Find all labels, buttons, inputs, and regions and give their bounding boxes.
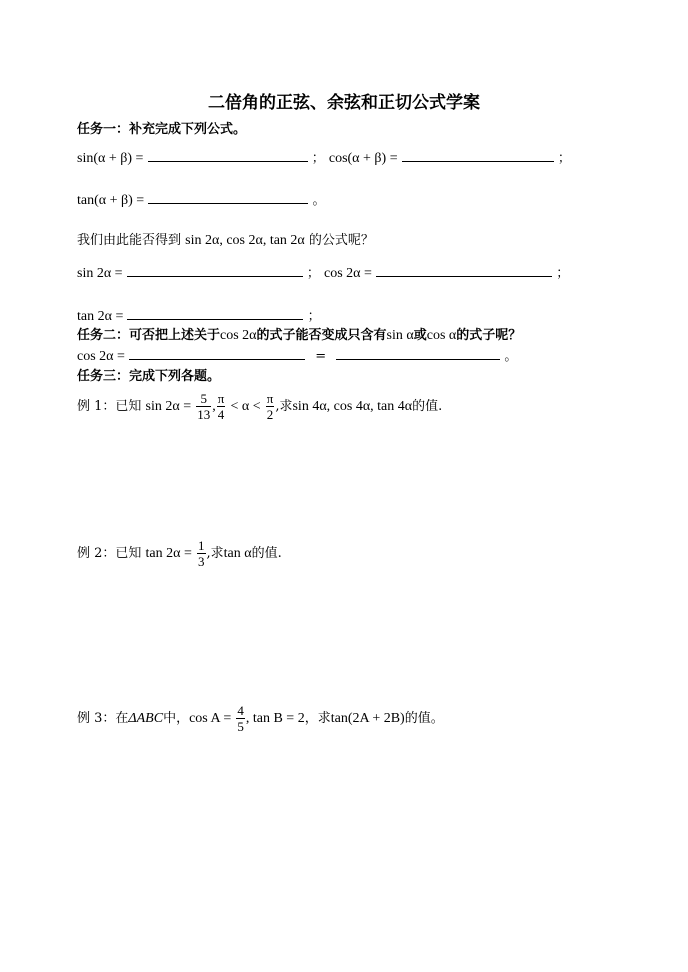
task1-line1 <box>77 150 571 167</box>
task2-text-1: 任务二：可否把上述关于 <box>77 328 221 343</box>
fraction-numerator: 4 <box>237 703 244 718</box>
separator: ； <box>306 266 320 281</box>
example-2 <box>77 538 282 570</box>
fraction-denominator: 4 <box>217 407 225 422</box>
answer-blank-cos2-sin[interactable] <box>129 348 305 360</box>
ex3-tail: 的值。 <box>404 711 444 726</box>
task2-text-2: 的式子能否变成只含有 <box>256 328 387 343</box>
answer-blank-cos-sum[interactable] <box>402 150 554 162</box>
ex1-fraction-2 <box>217 391 226 422</box>
ex1-tail: 的值. <box>412 399 443 414</box>
double-line2 <box>77 308 321 325</box>
answer-blank-tan-sum[interactable] <box>148 192 308 204</box>
question-line <box>77 233 374 249</box>
fraction-numerator: π <box>266 391 274 406</box>
ex1-expr: sin 2α = <box>145 399 192 414</box>
task2-expr-sin: sin α <box>386 328 414 343</box>
ex3-mid: 中， <box>163 711 190 726</box>
ex3-target: tan(2A + 2B) <box>330 711 405 726</box>
ex1-fraction-3 <box>266 391 275 422</box>
ex2-target: tan α <box>223 546 252 561</box>
formula-tan-sum: tan(α + β) = <box>77 193 145 208</box>
formula-cos2-b: cos 2α = <box>77 349 125 364</box>
task2-text-4: 的式子呢？ <box>456 328 522 343</box>
example-3 <box>77 703 444 735</box>
ex2-ask: ,求 <box>206 546 224 561</box>
fraction-denominator: 5 <box>237 719 244 734</box>
task2-line <box>77 348 517 365</box>
formula-sin-sum: sin(α + β) = <box>77 151 144 166</box>
ex2-label: 例 2：已知 <box>77 546 142 561</box>
question-prefix: 我们由此能否得到 <box>77 233 182 248</box>
ex3-fraction <box>236 703 245 734</box>
example-1 <box>77 391 442 423</box>
page-title: 二倍角的正弦、余弦和正切公式学案 <box>208 93 480 113</box>
ex3-expr-tan: , tan B = 2 <box>245 711 305 726</box>
ex1-ask: ,求 <box>275 399 293 414</box>
fraction-denominator: 13 <box>197 407 211 422</box>
separator: ； <box>557 151 571 166</box>
answer-blank-sin2[interactable] <box>127 265 303 277</box>
task2-expr-cos2: cos 2α <box>220 328 257 343</box>
equals-sign: = <box>315 349 327 364</box>
ex1-inequality: < α < <box>230 399 261 414</box>
end-mark: 。 <box>504 349 518 364</box>
answer-blank-sin-sum[interactable] <box>148 150 308 162</box>
question-expr: sin 2α, cos 2α, tan 2α <box>185 233 305 248</box>
fraction-numerator: 5 <box>196 391 211 407</box>
answer-blank-tan2[interactable] <box>127 308 303 320</box>
answer-blank-cos2[interactable] <box>376 265 552 277</box>
ex3-expr-cos: cos A = <box>189 711 232 726</box>
ex2-fraction <box>197 538 206 569</box>
fraction-denominator: 3 <box>198 554 205 569</box>
ex2-expr: tan 2α = <box>145 546 192 561</box>
task2-text-3: 或 <box>413 328 427 343</box>
task3-heading: 任务三：完成下列各题。 <box>77 369 221 384</box>
answer-blank-cos2-cos[interactable] <box>336 348 500 360</box>
ex1-label: 例 1：已知 <box>77 399 142 414</box>
formula-cos2: cos 2α = <box>324 266 372 281</box>
double-line1 <box>77 265 569 282</box>
fraction-denominator: 2 <box>266 407 274 422</box>
ex3-label: 例 3：在 <box>77 711 129 726</box>
separator: ； <box>556 266 570 281</box>
formula-cos-sum: cos(α + β) = <box>328 151 398 166</box>
task2-expr-cos: cos α <box>426 328 457 343</box>
end-mark: 。 <box>312 193 326 208</box>
ex1-targets: sin 4α, cos 4α, tan 4α <box>292 399 413 414</box>
separator: ； <box>311 151 325 166</box>
task1-heading: 任务一：补充完成下列公式。 <box>77 122 247 137</box>
ex1-comma: , <box>212 399 216 414</box>
ex1-fraction-1 <box>196 391 211 422</box>
ex3-triangle: ΔABC <box>128 711 164 726</box>
task1-line2 <box>77 192 325 209</box>
question-suffix: 的公式呢？ <box>308 233 374 248</box>
formula-tan2: tan 2α = <box>77 309 124 324</box>
formula-sin2: sin 2α = <box>77 266 123 281</box>
task2-heading <box>77 328 521 344</box>
fraction-numerator: 1 <box>198 538 205 553</box>
ex2-tail: 的值. <box>251 546 282 561</box>
ex3-ask: ，求 <box>304 711 331 726</box>
fraction-numerator: π <box>217 391 225 406</box>
separator: ； <box>307 309 321 324</box>
